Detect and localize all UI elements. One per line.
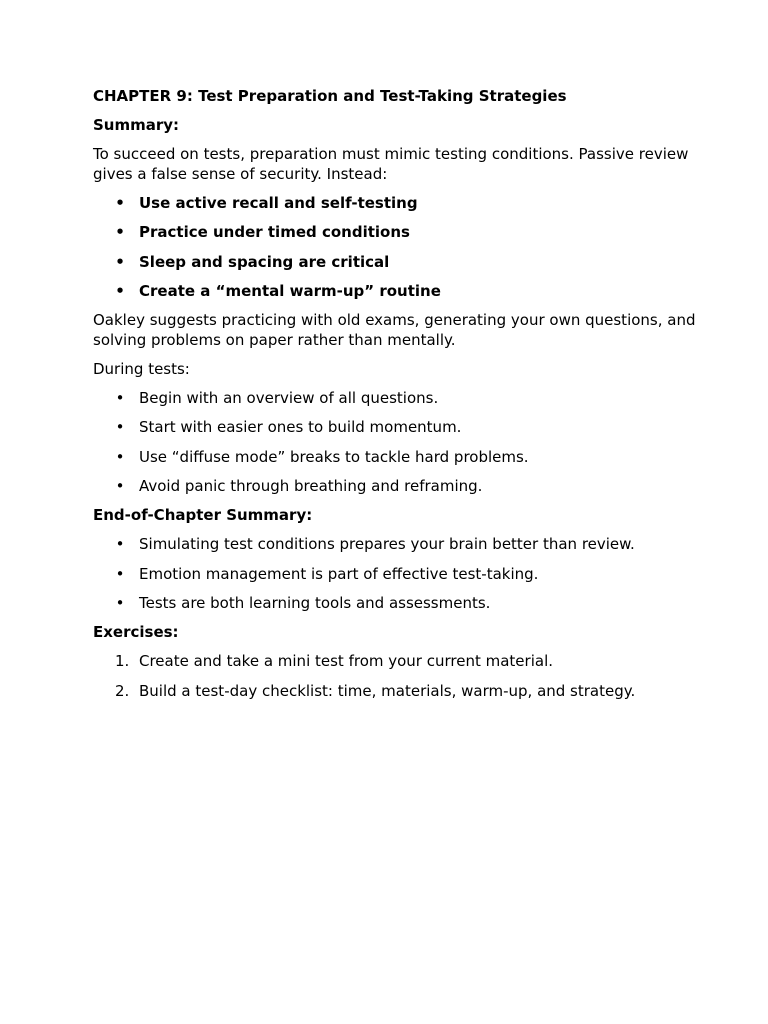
list-item-text: Sleep and spacing are critical xyxy=(139,252,390,271)
exercises-heading: Exercises: xyxy=(93,623,179,641)
list-item-text: Tests are both learning tools and assessments. xyxy=(139,594,491,612)
bullet-icon: • xyxy=(115,477,125,495)
key-points-list xyxy=(93,194,708,302)
bullet-icon: • xyxy=(115,447,125,466)
during-tests-list xyxy=(93,389,708,497)
list-number: 2. xyxy=(115,681,130,700)
list-item-text: Create and take a mini test from your current material. xyxy=(139,652,554,670)
exercises-list xyxy=(93,652,708,701)
bullet-icon: • xyxy=(115,282,125,300)
bullet-icon: • xyxy=(115,252,125,271)
bullet-icon: • xyxy=(115,418,125,436)
list-item xyxy=(93,565,708,585)
list-item xyxy=(93,652,708,672)
list-item xyxy=(93,253,708,273)
bullet-icon: • xyxy=(115,594,125,612)
list-number: 1. xyxy=(115,652,130,670)
list-item xyxy=(93,682,708,702)
during-tests-label: During tests: xyxy=(93,359,190,378)
oakley-paragraph: Oakley suggests practicing with old exams, generating your own questions, and solving problems on paper rather than mentally. xyxy=(93,311,696,349)
list-item xyxy=(93,282,708,302)
list-item-text: Build a test-day checklist: time, materials, warm-up, and strategy. xyxy=(139,681,636,700)
list-item xyxy=(93,389,708,409)
bullet-icon: • xyxy=(115,388,125,407)
list-item-text: Start with easier ones to build momentum. xyxy=(139,418,462,436)
end-summary-heading: End-of-Chapter Summary: xyxy=(93,506,313,524)
list-item-text: Avoid panic through breathing and reframing. xyxy=(139,477,483,495)
bullet-icon: • xyxy=(115,193,125,212)
list-item-text: Simulating test conditions prepares your brain better than review. xyxy=(139,535,635,553)
intro-paragraph: To succeed on tests, preparation must mimic testing conditions. Passive review gives a false sense of security. Instead: xyxy=(93,145,689,183)
chapter-title: CHAPTER 9: Test Preparation and Test-Taking Strategies xyxy=(93,87,567,105)
end-summary-list xyxy=(93,535,708,614)
list-item-text: Begin with an overview of all questions. xyxy=(139,388,439,407)
list-item-text: Use “diffuse mode” breaks to tackle hard problems. xyxy=(139,447,529,466)
list-item xyxy=(93,448,708,468)
list-item-text: Practice under timed conditions xyxy=(139,223,410,241)
list-item xyxy=(93,594,708,614)
list-item xyxy=(93,194,708,214)
list-item xyxy=(93,223,708,243)
list-item xyxy=(93,418,708,438)
list-item-text: Use active recall and self-testing xyxy=(139,193,418,212)
list-item xyxy=(93,535,708,555)
list-item xyxy=(93,477,708,497)
list-item-text: Emotion management is part of effective test-taking. xyxy=(139,564,539,583)
summary-heading: Summary: xyxy=(93,116,180,134)
bullet-icon: • xyxy=(115,535,125,553)
bullet-icon: • xyxy=(115,564,125,583)
list-item-text: Create a “mental warm-up” routine xyxy=(139,282,441,300)
bullet-icon: • xyxy=(115,223,125,241)
